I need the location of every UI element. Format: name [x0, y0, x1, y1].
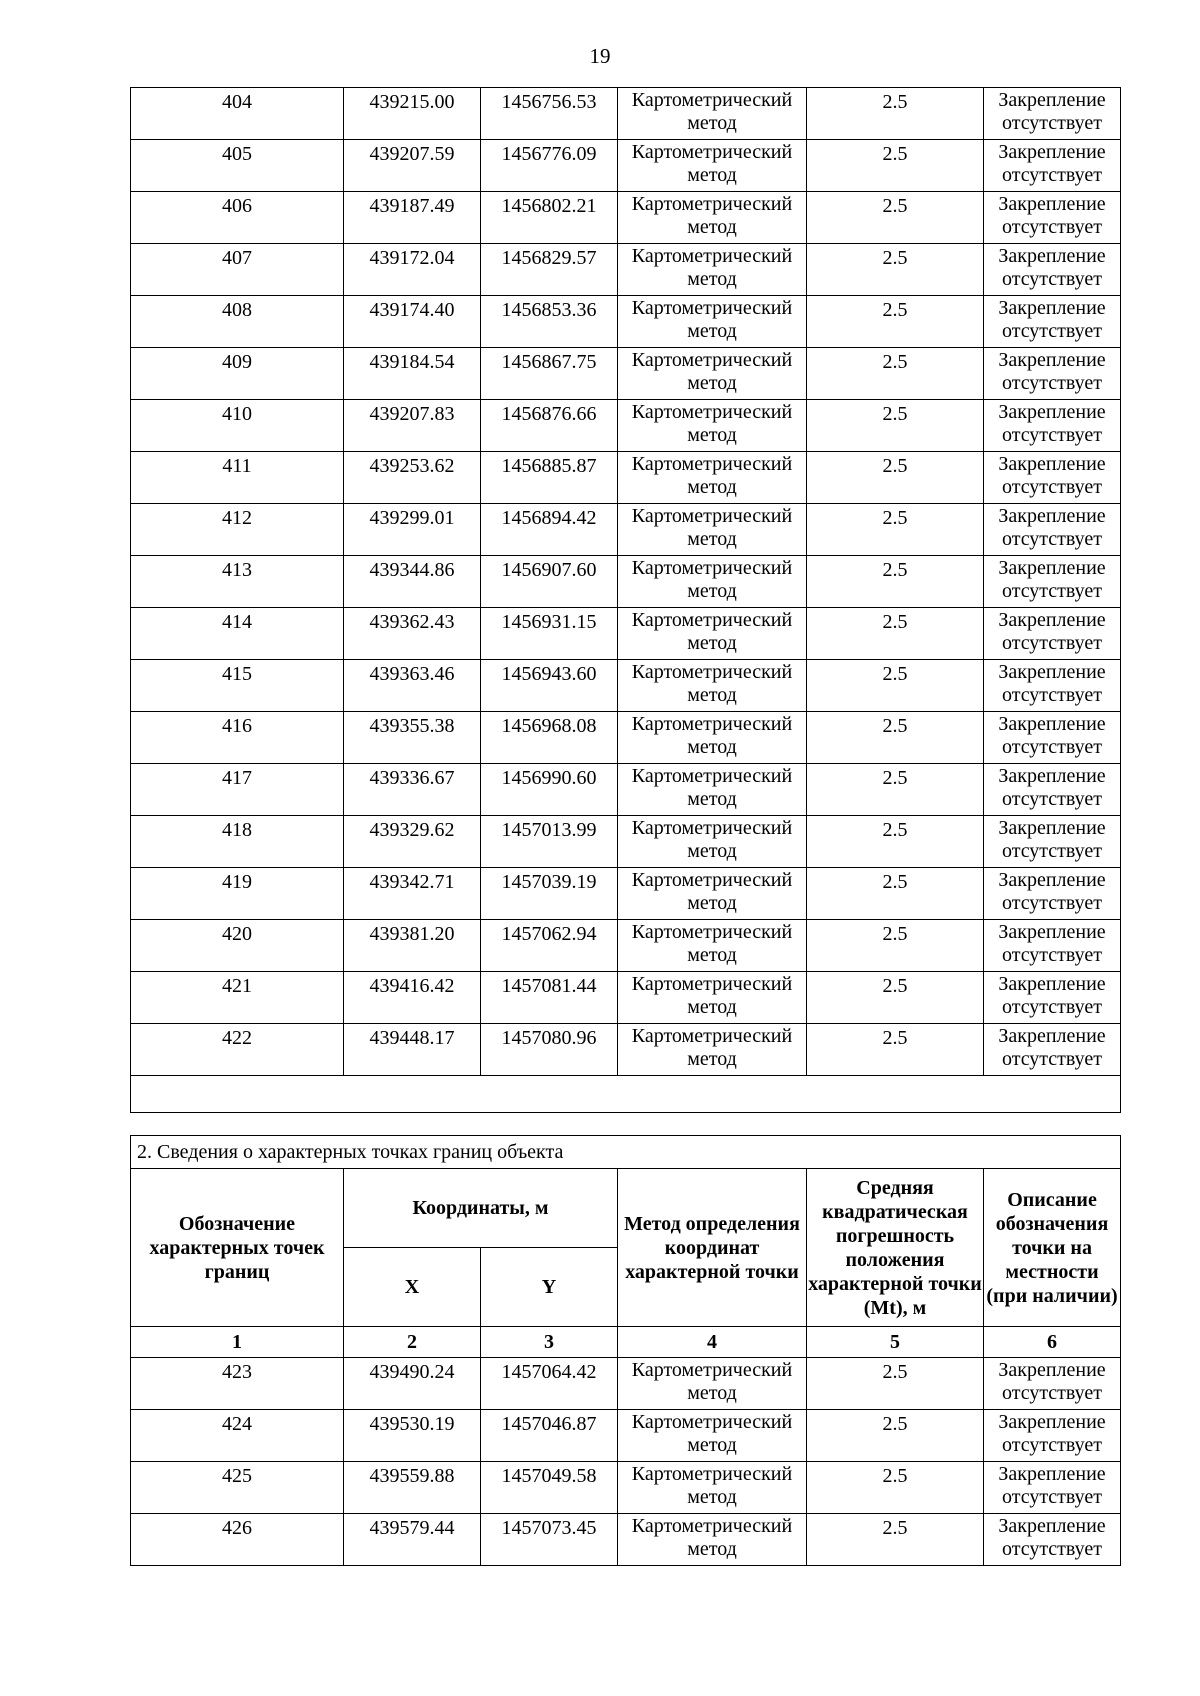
- description-cell: Закрепление отсутствует: [984, 140, 1121, 192]
- table-row: [131, 556, 1121, 608]
- x-coordinate-cell: 439530.19: [344, 1410, 481, 1462]
- description-cell: Закрепление отсутствует: [984, 192, 1121, 244]
- mt-cell: 2.5: [807, 400, 984, 452]
- mt-cell: 2.5: [807, 452, 984, 504]
- y-coordinate-cell: 1457062.94: [481, 920, 618, 972]
- mt-cell: 2.5: [807, 608, 984, 660]
- point-number-cell: 414: [131, 608, 344, 660]
- empty-row: [131, 1076, 1121, 1113]
- coordinates-table-continued: [130, 87, 1121, 1113]
- x-coordinate-cell: 439362.43: [344, 608, 481, 660]
- table-row: [131, 1410, 1121, 1462]
- point-number-cell: 421: [131, 972, 344, 1024]
- y-coordinate-cell: 1457080.96: [481, 1024, 618, 1076]
- method-cell: Картометрический метод: [618, 192, 807, 244]
- y-coordinate-cell: 1456943.60: [481, 660, 618, 712]
- description-cell: Закрепление отсутствует: [984, 400, 1121, 452]
- y-coordinate-cell: 1457049.58: [481, 1462, 618, 1514]
- y-coordinate-cell: 1456756.53: [481, 88, 618, 140]
- description-cell: Закрепление отсутствует: [984, 608, 1121, 660]
- header-designation: Обозначение характерных точек границ: [131, 1169, 344, 1327]
- description-cell: Закрепление отсутствует: [984, 764, 1121, 816]
- table-row: [131, 296, 1121, 348]
- mt-cell: 2.5: [807, 244, 984, 296]
- point-number-cell: 424: [131, 1410, 344, 1462]
- table-row: [131, 816, 1121, 868]
- method-cell: Картометрический метод: [618, 608, 807, 660]
- table-row: [131, 140, 1121, 192]
- table-row: [131, 504, 1121, 556]
- y-coordinate-cell: 1456894.42: [481, 504, 618, 556]
- table-caption: 2. Сведения о характерных точках границ объекта: [131, 1136, 1121, 1169]
- header-description: Описание обозначения точки на местности (при наличии): [984, 1169, 1121, 1327]
- table-row: [131, 1514, 1121, 1566]
- description-cell: Закрепление отсутствует: [984, 348, 1121, 400]
- x-coordinate-cell: 439329.62: [344, 816, 481, 868]
- table-row: [131, 1358, 1121, 1410]
- mt-cell: 2.5: [807, 712, 984, 764]
- mt-cell: 2.5: [807, 764, 984, 816]
- mt-cell: 2.5: [807, 192, 984, 244]
- x-coordinate-cell: 439187.49: [344, 192, 481, 244]
- description-cell: Закрепление отсутствует: [984, 296, 1121, 348]
- point-number-cell: 417: [131, 764, 344, 816]
- x-coordinate-cell: 439172.04: [344, 244, 481, 296]
- point-number-cell: 419: [131, 868, 344, 920]
- point-number-cell: 407: [131, 244, 344, 296]
- mt-cell: 2.5: [807, 88, 984, 140]
- table-row: [131, 608, 1121, 660]
- mt-cell: 2.5: [807, 920, 984, 972]
- point-number-cell: 423: [131, 1358, 344, 1410]
- method-cell: Картометрический метод: [618, 816, 807, 868]
- x-coordinate-cell: 439184.54: [344, 348, 481, 400]
- y-coordinate-cell: 1456885.87: [481, 452, 618, 504]
- description-cell: Закрепление отсутствует: [984, 452, 1121, 504]
- mt-cell: 2.5: [807, 972, 984, 1024]
- method-cell: Картометрический метод: [618, 1462, 807, 1514]
- method-cell: Картометрический метод: [618, 400, 807, 452]
- mt-cell: 2.5: [807, 1024, 984, 1076]
- method-cell: Картометрический метод: [618, 452, 807, 504]
- point-number-cell: 411: [131, 452, 344, 504]
- table-row: [131, 244, 1121, 296]
- mt-cell: 2.5: [807, 868, 984, 920]
- x-coordinate-cell: 439174.40: [344, 296, 481, 348]
- description-cell: Закрепление отсутствует: [984, 1024, 1121, 1076]
- point-number-cell: 426: [131, 1514, 344, 1566]
- table-row: [131, 712, 1121, 764]
- y-coordinate-cell: 1456829.57: [481, 244, 618, 296]
- description-cell: Закрепление отсутствует: [984, 1514, 1121, 1566]
- y-coordinate-cell: 1456990.60: [481, 764, 618, 816]
- y-coordinate-cell: 1456931.15: [481, 608, 618, 660]
- table-row: [131, 1462, 1121, 1514]
- y-coordinate-cell: 1456853.36: [481, 296, 618, 348]
- table-row: [131, 868, 1121, 920]
- y-coordinate-cell: 1457064.42: [481, 1358, 618, 1410]
- x-coordinate-cell: 439355.38: [344, 712, 481, 764]
- table-row: [131, 400, 1121, 452]
- point-number-cell: 408: [131, 296, 344, 348]
- x-coordinate-cell: 439448.17: [344, 1024, 481, 1076]
- x-coordinate-cell: 439579.44: [344, 1514, 481, 1566]
- y-coordinate-cell: 1457073.45: [481, 1514, 618, 1566]
- point-number-cell: 405: [131, 140, 344, 192]
- x-coordinate-cell: 439207.83: [344, 400, 481, 452]
- table-row: [131, 972, 1121, 1024]
- table-row: [131, 88, 1121, 140]
- boundary-points-table-body: [131, 1136, 1121, 1566]
- method-cell: Картометрический метод: [618, 504, 807, 556]
- table-row: [131, 348, 1121, 400]
- column-index: 5: [807, 1327, 984, 1358]
- y-coordinate-cell: 1457046.87: [481, 1410, 618, 1462]
- point-number-cell: 410: [131, 400, 344, 452]
- table-caption-row: [131, 1136, 1121, 1169]
- column-index: 3: [481, 1327, 618, 1358]
- point-number-cell: 412: [131, 504, 344, 556]
- y-coordinate-cell: 1456867.75: [481, 348, 618, 400]
- column-index: 4: [618, 1327, 807, 1358]
- column-index-row: [131, 1327, 1121, 1358]
- mt-cell: 2.5: [807, 296, 984, 348]
- description-cell: Закрепление отсутствует: [984, 1462, 1121, 1514]
- x-coordinate-cell: 439342.71: [344, 868, 481, 920]
- column-index: 2: [344, 1327, 481, 1358]
- mt-cell: 2.5: [807, 1514, 984, 1566]
- method-cell: Картометрический метод: [618, 244, 807, 296]
- y-coordinate-cell: 1456876.66: [481, 400, 618, 452]
- page-number: 19: [589, 44, 611, 68]
- mt-cell: 2.5: [807, 1358, 984, 1410]
- x-coordinate-cell: 439253.62: [344, 452, 481, 504]
- point-number-cell: 422: [131, 1024, 344, 1076]
- boundary-points-table: [130, 1135, 1121, 1566]
- description-cell: Закрепление отсутствует: [984, 712, 1121, 764]
- y-coordinate-cell: 1456802.21: [481, 192, 618, 244]
- mt-cell: 2.5: [807, 816, 984, 868]
- point-number-cell: 409: [131, 348, 344, 400]
- header-coordinates: Координаты, м: [344, 1169, 618, 1248]
- description-cell: Закрепление отсутствует: [984, 244, 1121, 296]
- method-cell: Картометрический метод: [618, 1410, 807, 1462]
- point-number-cell: 420: [131, 920, 344, 972]
- description-cell: Закрепление отсутствует: [984, 816, 1121, 868]
- point-number-cell: 404: [131, 88, 344, 140]
- mt-cell: 2.5: [807, 1462, 984, 1514]
- description-cell: Закрепление отсутствует: [984, 920, 1121, 972]
- method-cell: Картометрический метод: [618, 88, 807, 140]
- x-coordinate-cell: 439299.01: [344, 504, 481, 556]
- method-cell: Картометрический метод: [618, 140, 807, 192]
- method-cell: Картометрический метод: [618, 1514, 807, 1566]
- description-cell: Закрепление отсутствует: [984, 972, 1121, 1024]
- point-number-cell: 406: [131, 192, 344, 244]
- table-row: [131, 660, 1121, 712]
- mt-cell: 2.5: [807, 1410, 984, 1462]
- x-coordinate-cell: 439207.59: [344, 140, 481, 192]
- header-row: [131, 1169, 1121, 1248]
- method-cell: Картометрический метод: [618, 712, 807, 764]
- y-coordinate-cell: 1456907.60: [481, 556, 618, 608]
- table-row: [131, 192, 1121, 244]
- mt-cell: 2.5: [807, 348, 984, 400]
- mt-cell: 2.5: [807, 504, 984, 556]
- method-cell: Картометрический метод: [618, 972, 807, 1024]
- y-coordinate-cell: 1457013.99: [481, 816, 618, 868]
- column-index: 1: [131, 1327, 344, 1358]
- description-cell: Закрепление отсутствует: [984, 1410, 1121, 1462]
- x-coordinate-cell: 439559.88: [344, 1462, 481, 1514]
- method-cell: Картометрический метод: [618, 348, 807, 400]
- header-mt: Средняя квадратическая погрешность положения характерной точки (Mt), м: [807, 1169, 984, 1327]
- point-number-cell: 425: [131, 1462, 344, 1514]
- x-coordinate-cell: 439490.24: [344, 1358, 481, 1410]
- point-number-cell: 418: [131, 816, 344, 868]
- method-cell: Картометрический метод: [618, 764, 807, 816]
- method-cell: Картометрический метод: [618, 868, 807, 920]
- method-cell: Картометрический метод: [618, 296, 807, 348]
- x-coordinate-cell: 439215.00: [344, 88, 481, 140]
- mt-cell: 2.5: [807, 660, 984, 712]
- header-y: Y: [481, 1248, 618, 1327]
- y-coordinate-cell: 1457039.19: [481, 868, 618, 920]
- x-coordinate-cell: 439344.86: [344, 556, 481, 608]
- method-cell: Картометрический метод: [618, 660, 807, 712]
- x-coordinate-cell: 439363.46: [344, 660, 481, 712]
- method-cell: Картометрический метод: [618, 1358, 807, 1410]
- table-row: [131, 920, 1121, 972]
- description-cell: Закрепление отсутствует: [984, 88, 1121, 140]
- header-method: Метод определения координат характерной точки: [618, 1169, 807, 1327]
- description-cell: Закрепление отсутствует: [984, 556, 1121, 608]
- x-coordinate-cell: 439381.20: [344, 920, 481, 972]
- table-row: [131, 1024, 1121, 1076]
- coordinates-table-body: [131, 88, 1121, 1113]
- mt-cell: 2.5: [807, 140, 984, 192]
- point-number-cell: 413: [131, 556, 344, 608]
- header-x: X: [344, 1248, 481, 1327]
- point-number-cell: 416: [131, 712, 344, 764]
- column-index: 6: [984, 1327, 1121, 1358]
- method-cell: Картометрический метод: [618, 1024, 807, 1076]
- description-cell: Закрепление отсутствует: [984, 1358, 1121, 1410]
- description-cell: Закрепление отсутствует: [984, 660, 1121, 712]
- table-row: [131, 764, 1121, 816]
- y-coordinate-cell: 1456776.09: [481, 140, 618, 192]
- description-cell: Закрепление отсутствует: [984, 868, 1121, 920]
- method-cell: Картометрический метод: [618, 556, 807, 608]
- y-coordinate-cell: 1456968.08: [481, 712, 618, 764]
- point-number-cell: 415: [131, 660, 344, 712]
- y-coordinate-cell: 1457081.44: [481, 972, 618, 1024]
- mt-cell: 2.5: [807, 556, 984, 608]
- description-cell: Закрепление отсутствует: [984, 504, 1121, 556]
- x-coordinate-cell: 439416.42: [344, 972, 481, 1024]
- table-row: [131, 452, 1121, 504]
- method-cell: Картометрический метод: [618, 920, 807, 972]
- x-coordinate-cell: 439336.67: [344, 764, 481, 816]
